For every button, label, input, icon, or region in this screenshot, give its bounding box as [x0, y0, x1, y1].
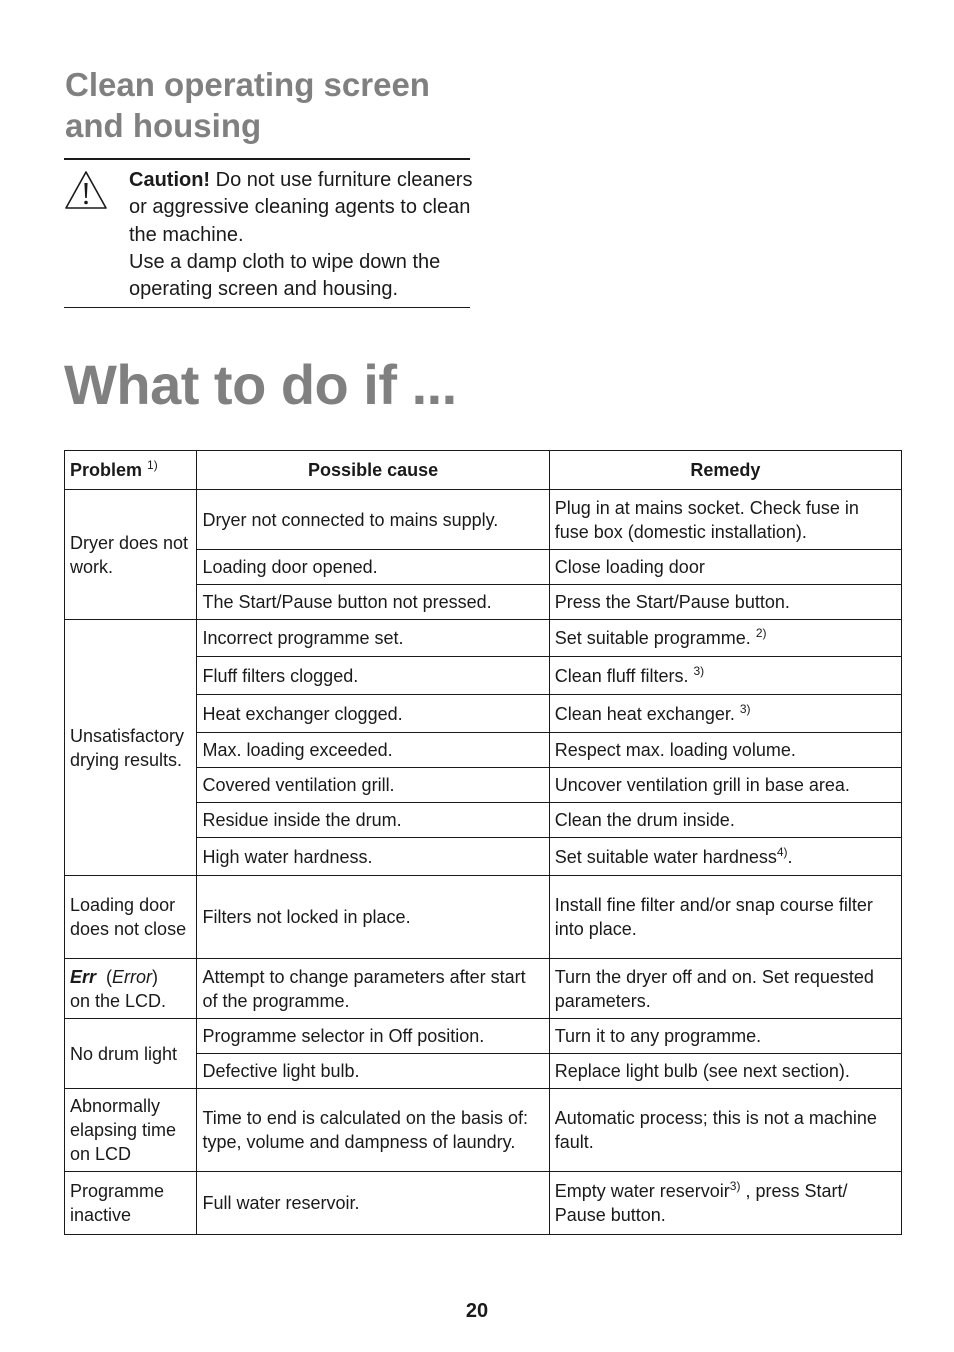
remedy-cell: Plug in at mains socket. Check fuse in fuse box (domestic installation). — [549, 490, 901, 550]
remedy-cell — [549, 620, 901, 657]
cause-cell: Residue inside the drum. — [197, 803, 549, 838]
footnote-marker: 2) — [755, 626, 767, 640]
cause-cell: Fluff filters clogged. — [197, 657, 549, 695]
cause-cell: Full water reservoir. — [197, 1172, 549, 1235]
remedy-cell: Install fine filter and/or snap course filter into place. — [549, 876, 901, 959]
remedy-text: Clean fluff filters. — [554, 665, 694, 686]
problem-cell: Loading door does not close — [65, 876, 197, 959]
cause-cell: Dryer not connected to mains supply. — [197, 490, 549, 550]
remedy-text: Set suitable programme. — [554, 628, 756, 648]
header-problem-label: Problem — [70, 460, 148, 480]
section-title: Clean operating screen and housing — [65, 66, 430, 144]
table-row — [65, 959, 902, 1019]
cause-cell: Incorrect programme set. — [197, 620, 549, 657]
problem-cell: Unsatisfactory drying results. — [65, 620, 197, 876]
problem-cell: No drum light — [65, 1019, 197, 1089]
remedy-cell: Press the Start/Pause button. — [549, 585, 901, 620]
remedy-cell: Uncover ventilation grill in base area. — [549, 768, 901, 803]
remedy-cell: Replace light bulb (see next section). — [549, 1054, 901, 1089]
header-cause: Possible cause — [197, 451, 549, 490]
table-row — [65, 1172, 902, 1235]
problem-cell: Abnormally elapsing time on LCD — [65, 1089, 197, 1172]
remedy-cell — [549, 657, 901, 695]
cause-cell: Defective light bulb. — [197, 1054, 549, 1089]
header-remedy: Remedy — [549, 451, 901, 490]
remedy-cell — [549, 695, 901, 733]
caution-label: Caution! — [129, 169, 211, 191]
cause-cell: High water hardness. — [197, 838, 549, 876]
table-header-row — [65, 451, 902, 490]
caution-text — [129, 167, 474, 303]
caution-box — [64, 158, 473, 308]
header-problem-footnote: 1) — [147, 458, 158, 472]
warning-triangle-icon — [64, 170, 108, 210]
footnote-marker: 3) — [693, 663, 705, 678]
footnote-marker: 3) — [729, 1179, 741, 1193]
cause-cell: Heat exchanger clogged. — [197, 695, 549, 733]
header-problem — [65, 451, 197, 490]
table-row — [65, 1089, 902, 1172]
problem-cell: Dryer does not work. — [65, 490, 197, 620]
remedy-cell: Clean the drum inside. — [549, 803, 901, 838]
cause-cell: Max. loading exceeded. — [197, 733, 549, 768]
remedy-cell: Turn the dryer off and on. Set requested parameters. — [549, 959, 901, 1019]
problem-cell: Programme inactive — [65, 1172, 197, 1235]
main-title: What to do if ... — [64, 353, 457, 416]
remedy-text-end: . — [787, 846, 793, 867]
cause-cell: Covered ventilation grill. — [197, 768, 549, 803]
remedy-text-end: , press Start/ Pause button. — [554, 1181, 848, 1225]
error-code: Err — [70, 966, 97, 987]
footnote-marker: 4) — [776, 844, 788, 859]
remedy-cell: Turn it to any programme. — [549, 1019, 901, 1054]
cause-cell: Attempt to change parameters after start of the programme. — [197, 959, 549, 1019]
remedy-text: Empty water reservoir — [554, 1181, 730, 1201]
cause-cell: The Start/Pause button not pressed. — [197, 585, 549, 620]
troubleshooting-table — [64, 450, 902, 1235]
table-row — [65, 1019, 902, 1054]
cleaning-instruction: Use a damp cloth to wipe down the operating screen and housing. — [129, 250, 441, 301]
error-location: on the LCD. — [70, 990, 167, 1011]
table-row — [65, 490, 902, 550]
caution-message: Do not use furniture cleaners or aggressive cleaning agents to clean the machine. — [129, 169, 473, 246]
problem-cell: Err (Error) on the LCD. — [65, 959, 197, 1019]
remedy-cell — [549, 838, 901, 876]
page-number: 20 — [465, 1300, 489, 1322]
remedy-text: Clean heat exchanger. — [554, 703, 740, 724]
remedy-cell: Respect max. loading volume. — [549, 733, 901, 768]
cause-cell: Programme selector in Off position. — [197, 1019, 549, 1054]
error-word: Error — [112, 966, 153, 987]
remedy-cell — [549, 1172, 901, 1235]
cause-cell: Time to end is calculated on the basis of: type, volume and dampness of laundry. — [197, 1089, 549, 1172]
remedy-cell: Automatic process; this is not a machine fault. — [549, 1089, 901, 1172]
cause-cell: Loading door opened. — [197, 550, 549, 585]
table-row — [65, 620, 902, 657]
footnote-marker: 3) — [739, 701, 751, 716]
cause-cell: Filters not locked in place. — [197, 876, 549, 959]
remedy-text: Set suitable water hardness — [554, 846, 777, 867]
table-row — [65, 876, 902, 959]
remedy-cell: Close loading door — [549, 550, 901, 585]
caution-paragraph — [129, 167, 474, 249]
